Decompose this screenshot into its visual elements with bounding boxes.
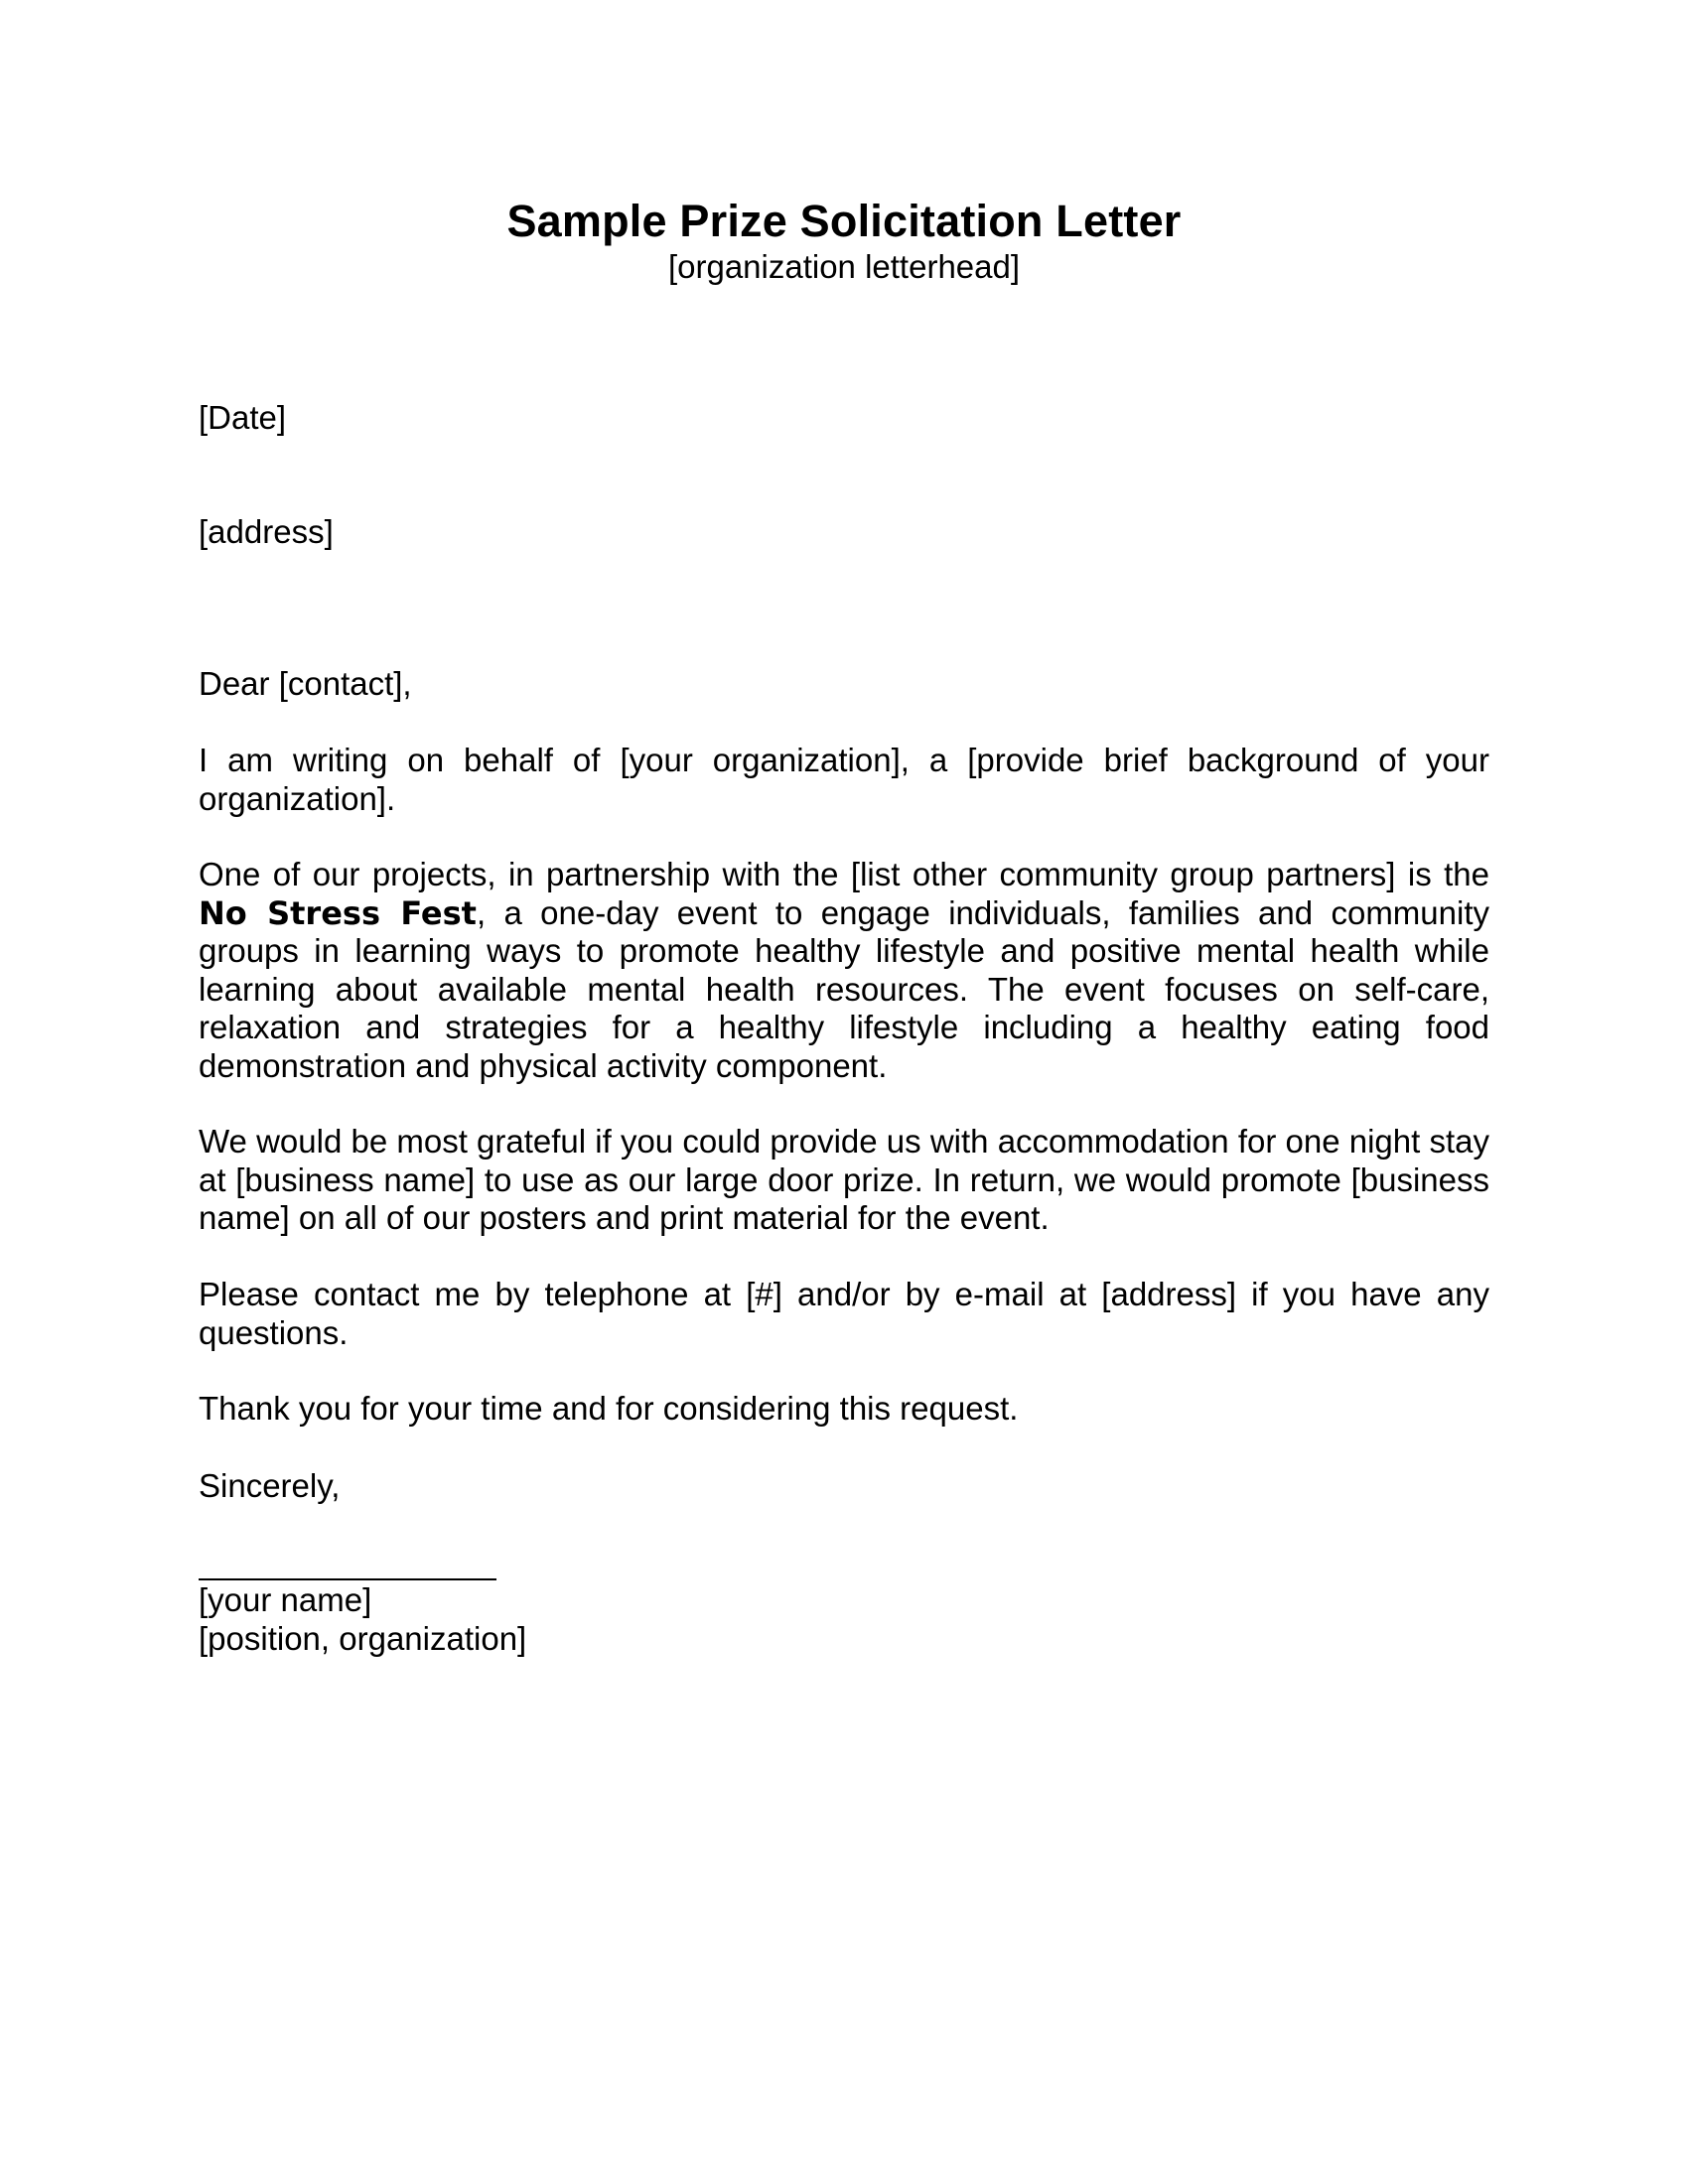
- letter-title: Sample Prize Solicitation Letter: [506, 196, 1182, 246]
- letterhead-placeholder: [organization letterhead]: [667, 248, 1021, 285]
- closing: Sincerely,: [199, 1467, 341, 1504]
- signature-line: [199, 1578, 496, 1580]
- address-line: [address]: [199, 513, 334, 550]
- salutation: Dear [contact],: [199, 665, 412, 702]
- signature-position: [position, organization]: [199, 1620, 527, 1657]
- paragraph-contact: Please contact me by telephone at [#] and/or by e-mail at [address] if you have any questions.: [199, 1276, 1489, 1351]
- paragraph-project-rest: , a one-day event to engage individuals, families and community groups in learning ways to promote healthy lifestyle and positive mental health while learning about available mental health resources. The event focuses on self-care, relaxation and strategies for a healthy lifestyle including a healthy eating food demonstration and physical activity component.: [199, 893, 1490, 1084]
- date-line: [Date]: [199, 399, 287, 436]
- event-name: No Stress Fest: [199, 893, 477, 932]
- paragraph-project: [199, 856, 1489, 1085]
- paragraph-thanks: Thank you for your time and for considering this request.: [199, 1390, 1019, 1427]
- paragraph-intro: I am writing on behalf of [your organization], a [provide brief background of your organization].: [199, 742, 1489, 817]
- paragraph-project-lead: One of our projects, in partnership with the [list other community group partners] is the: [199, 856, 1489, 892]
- paragraph-request: We would be most grateful if you could provide us with accommodation for one night stay at [business name] to use as our large door prize. In return, we would promote [business name] on all of our posters and print material for the event.: [199, 1123, 1489, 1236]
- signature-name: [your name]: [199, 1581, 372, 1618]
